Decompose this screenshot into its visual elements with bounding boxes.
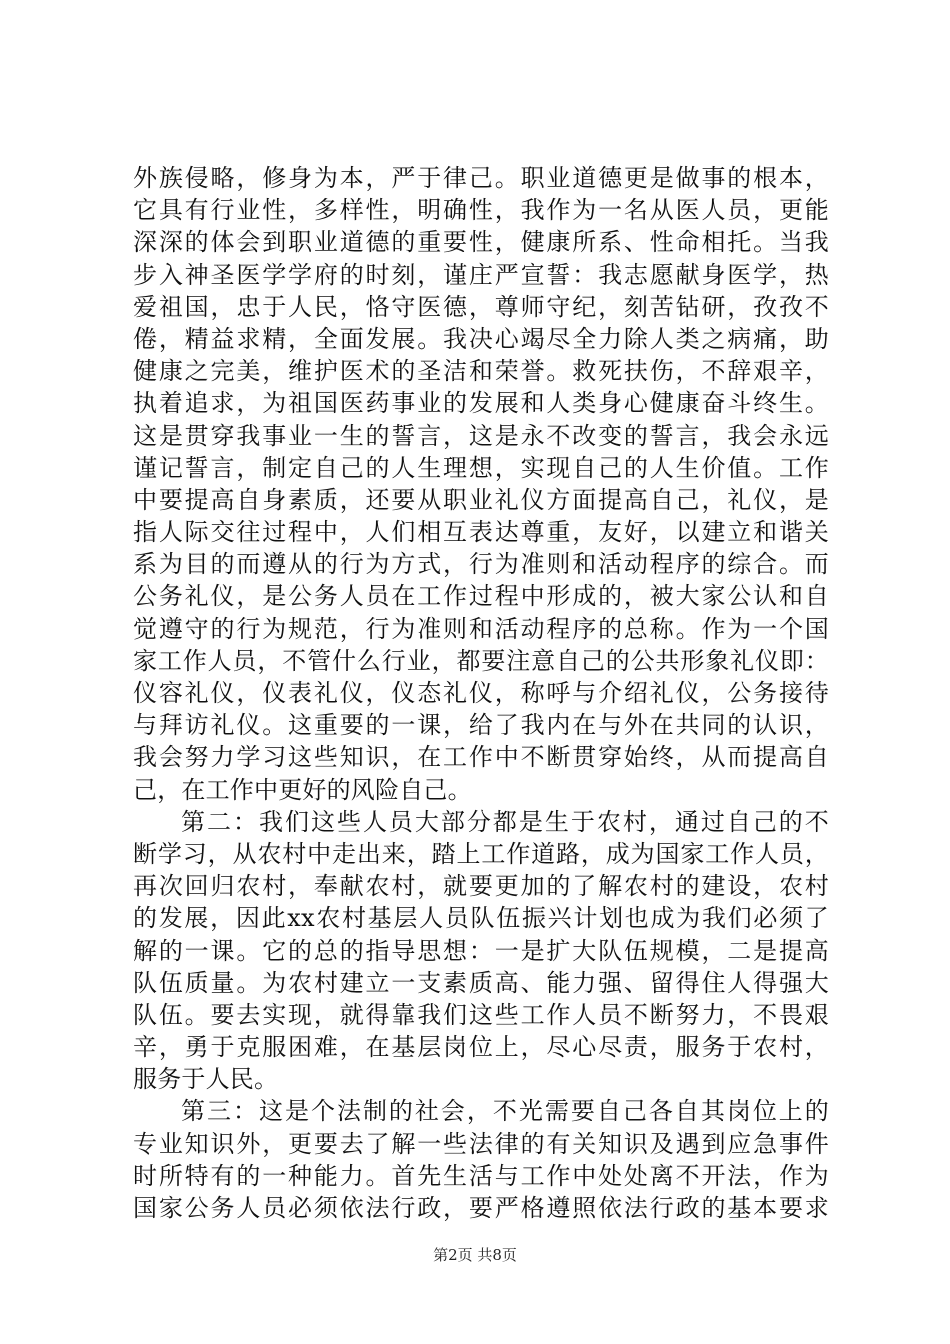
text-line: 中要提高自身素质，还要从职业礼仪方面提高自己，礼仪，是: [133, 485, 829, 514]
text-line: 服务于人民。: [133, 1065, 279, 1094]
text-line: 仪容礼仪，仪表礼仪，仪态礼仪，称呼与介绍礼仪，公务接待: [133, 679, 829, 707]
text-line: 系为目的而遵从的行为方式，行为准则和活动程序的综合。而: [133, 550, 829, 579]
text-line: 国家公务人员必须依法行政，要严格遵照依法行政的基本要求: [133, 1194, 829, 1222]
page-footer: [0, 1245, 950, 1265]
text-line: 外族侵略，修身为本，严于律己。职业道德更是做事的根本，: [133, 164, 829, 192]
text-line: 专业知识外，更要去了解一些法律的有关知识及遇到应急事件: [133, 1129, 829, 1158]
text-line: 家工作人员，不管什么行业，都要注意自己的公共形象礼仪即：: [133, 646, 829, 675]
text-line: 倦，精益求精，全面发展。我决心竭尽全力除人类之病痛，助: [133, 324, 829, 353]
paragraph-start-line: 第三：这是个法制的社会，不光需要自己各自其岗位上的: [181, 1097, 829, 1126]
page-number: 第2页 共8页: [433, 1246, 517, 1264]
text-line: 觉遵守的行为规范，行为准则和活动程序的总称。作为一个国: [133, 614, 829, 643]
text-line: 爱祖国，忠于人民，恪守医德，尊师守纪，刻苦钻研，孜孜不: [133, 292, 829, 321]
text-line: 的发展，因此xx农村基层人员队伍振兴计划也成为我们必须了: [133, 904, 829, 933]
text-line: 辛，勇于克服困难，在基层岗位上，尽心尽责，服务于农村，: [133, 1033, 829, 1062]
paragraph-start-line: 第二：我们这些人员大部分都是生于农村，通过自己的不: [181, 807, 829, 836]
text-line: 步入神圣医学学府的时刻，谨庄严宣誓：我志愿献身医学，热: [133, 260, 829, 289]
text-line: 深深的体会到职业道德的重要性，健康所系、性命相托。当我: [133, 228, 829, 257]
text-line: 它具有行业性，多样性，明确性，我作为一名从医人员，更能: [133, 196, 829, 225]
text-line: 时所特有的一种能力。首先生活与工作中处处离不开法，作为: [133, 1161, 829, 1190]
text-line: 健康之完美，维护医术的圣洁和荣誉。救死扶伤，不辞艰辛，: [133, 357, 829, 386]
text-line: 执着追求，为祖国医药事业的发展和人类身心健康奋斗终生。: [133, 389, 829, 418]
document-body: [133, 162, 829, 1224]
text-line: 谨记誓言，制定自己的人生理想，实现自己的人生价值。工作: [133, 453, 829, 482]
text-line: 己，在工作中更好的风险自己。: [133, 775, 472, 804]
text-line: 再次回归农村，奉献农村，就要更加的了解农村的建设，农村: [133, 872, 829, 901]
text-line: 断学习，从农村中走出来，踏上工作道路，成为国家工作人员，: [133, 839, 829, 868]
text-line: 这是贯穿我事业一生的誓言，这是永不改变的誓言，我会永远: [133, 421, 829, 450]
text-line: 队伍质量。为农村建立一支素质高、能力强、留得住人得强大: [133, 968, 829, 997]
text-line: 指人际交往过程中，人们相互表达尊重，友好，以建立和谐关: [133, 518, 829, 547]
text-line: 我会努力学习这些知识，在工作中不断贯穿始终，从而提高自: [133, 743, 829, 772]
text-line: 公务礼仪，是公务人员在工作过程中形成的，被大家公认和自: [133, 582, 829, 611]
text-line: 队伍。要去实现，就得靠我们这些工作人员不断努力，不畏艰: [133, 1000, 829, 1029]
text-line: 解的一课。它的总的指导思想：一是扩大队伍规模，二是提高: [133, 936, 829, 965]
text-line: 与拜访礼仪。这重要的一课，给了我内在与外在共同的认识，: [133, 711, 829, 740]
